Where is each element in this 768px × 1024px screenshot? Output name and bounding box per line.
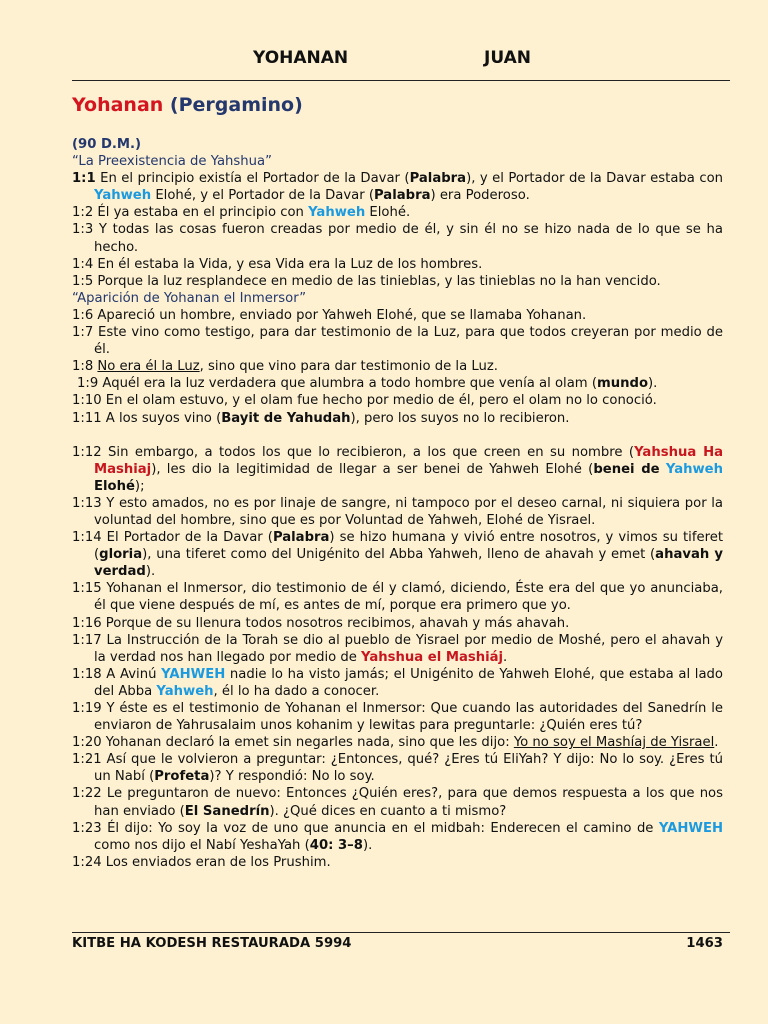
verse-1-9: 1:9 Aquél era la luz verdadera que alumbra a todo hombre que venía al olam (mundo). xyxy=(77,376,658,392)
verse-1-8: 1:8 No era él la Luz, sino que vino para dar testimonio de la Luz. xyxy=(72,359,498,375)
verse-1-11: 1:11 A los suyos vino (Bayit de Yahudah), pero los suyos no lo recibieron. xyxy=(72,410,570,426)
verse-1-1: 1:1 En el principio existía el Portador de la Davar (Palabra), y el Portador de la Davar estaba con Yahweh Elohé, y el Portador de la Davar (Palabra) era Poderoso. xyxy=(72,171,723,204)
paragraph-gap xyxy=(72,427,723,444)
verse-1-20: 1:20 Yohanan declaró la emet sin negarles nada, sino que les dijo: Yo no soy el Mashíaj de Yisrael. xyxy=(72,735,719,751)
verse-1-4: 1:4 En él estaba la Vida, y esa Vida era la Luz de los hombres. xyxy=(72,256,483,272)
verse-1-13: 1:13 Y esto amados, no es por linaje de sangre, ni tampoco por el deseo carnal, ni siquiera por la voluntad del hombre, sino que es por Voluntad de Yahweh, Elohé de Yisrael. xyxy=(72,495,723,528)
book-title-name: Yohanan xyxy=(72,94,164,116)
header-left: YOHANAN xyxy=(253,48,349,68)
verse-1-6: 1:6 Apareció un hombre, enviado por Yahweh Elohé, que se llamaba Yohanan. xyxy=(72,307,587,323)
verse-1-18: 1:18 A Avinú YAHWEH nadie lo ha visto jamás; el Unigénito de Yahweh Elohé, que estaba al lado del Abba Yahweh, él lo ha dado a conocer. xyxy=(72,666,723,699)
verse-1-12: 1:12 Sin embargo, a todos los que lo recibieron, a los que creen en su nombre (Yahshua Ha Mashiaj), les dio la legitimidad de llegar a ser benei de Yahweh Elohé (benei de Yahweh Elohé); xyxy=(72,444,724,494)
verse-1-19: 1:19 Y éste es el testimonio de Yohanan el Inmersor: Que cuando las autoridades del Sanedrín le enviaron de Yahrusalaim unos kohanim y lewitas para preguntarle: ¿Quién eres tú? xyxy=(72,701,723,734)
verse-1-14: 1:14 El Portador de la Davar (Palabra) se hizo humana y vivió entre nosotros, y vimos su tiferet (gloria), una tiferet como del Unigénito del Abba Yahweh, lleno de ahavah y emet (ahavah y verdad). xyxy=(72,530,724,580)
header-right: JUAN xyxy=(484,48,531,68)
verse-1-22: 1:22 Le preguntaron de nuevo: Entonces ¿Quién eres?, para que demos respuesta a los que nos han enviado (El Sanedrín). ¿Qué dices en cuanto a ti mismo? xyxy=(72,786,723,819)
verse-1-24: 1:24 Los enviados eran de los Prushim. xyxy=(72,854,331,870)
scripture-body xyxy=(72,136,723,871)
date-line: (90 D.M.) xyxy=(72,137,142,152)
verse-1-15: 1:15 Yohanan el Inmersor, dio testimonio de él y clamó, diciendo, Éste era del que yo anunciaba, él que viene después de mí, es antes de mí, porque era primero que yo. xyxy=(72,581,723,614)
book-title-sub: (Pergamino) xyxy=(169,94,303,116)
verse-1-5: 1:5 Porque la luz resplandece en medio de las tinieblas, y las tinieblas no la han vencido. xyxy=(72,273,661,289)
verse-1-21: 1:21 Así que le volvieron a preguntar: ¿Entonces, qué? ¿Eres tú EliYah? Y dijo: No lo soy. ¿Eres tú un Nabí (Profeta)? Y respondió: No lo soy. xyxy=(72,752,723,785)
verse-1-2: 1:2 Él ya estaba en el principio con Yahweh Elohé. xyxy=(72,205,411,221)
header-rule xyxy=(72,80,730,81)
running-header xyxy=(0,46,768,72)
book-title xyxy=(72,94,303,116)
footer-rule xyxy=(72,932,730,933)
page-number: 1463 xyxy=(686,936,723,951)
section-heading: “Aparición de Yohanan el Inmersor” xyxy=(72,290,307,306)
section-heading: “La Preexistencia de Yahshua” xyxy=(72,154,272,170)
verse-1-10: 1:10 En el olam estuvo, y el olam fue hecho por medio de él, pero el olam no lo conoció. xyxy=(72,393,657,409)
verse-1-7: 1:7 Este vino como testigo, para dar testimonio de la Luz, para que todos creyeran por medio de él. xyxy=(72,325,723,358)
footer-left: KITBE HA KODESH RESTAURADA 5994 xyxy=(72,936,352,951)
verse-1-16: 1:16 Porque de su llenura todos nosotros recibimos, ahavah y más ahavah. xyxy=(72,615,570,631)
verse-1-17: 1:17 La Instrucción de la Torah se dio al pueblo de Yisrael por medio de Moshé, pero el ahavah y la verdad nos han llegado por medio de Yahshua el Mashiáj. xyxy=(72,632,723,665)
verse-1-23: 1:23 Él dijo: Yo soy la voz de uno que anuncia en el midbah: Enderecen el camino de YAHWEH como nos dijo el Nabí YeshaYah (40: 3–8). xyxy=(72,820,723,853)
verse-1-3: 1:3 Y todas las cosas fueron creadas por medio de él, y sin él no se hizo nada de lo que se ha hecho. xyxy=(72,222,723,255)
